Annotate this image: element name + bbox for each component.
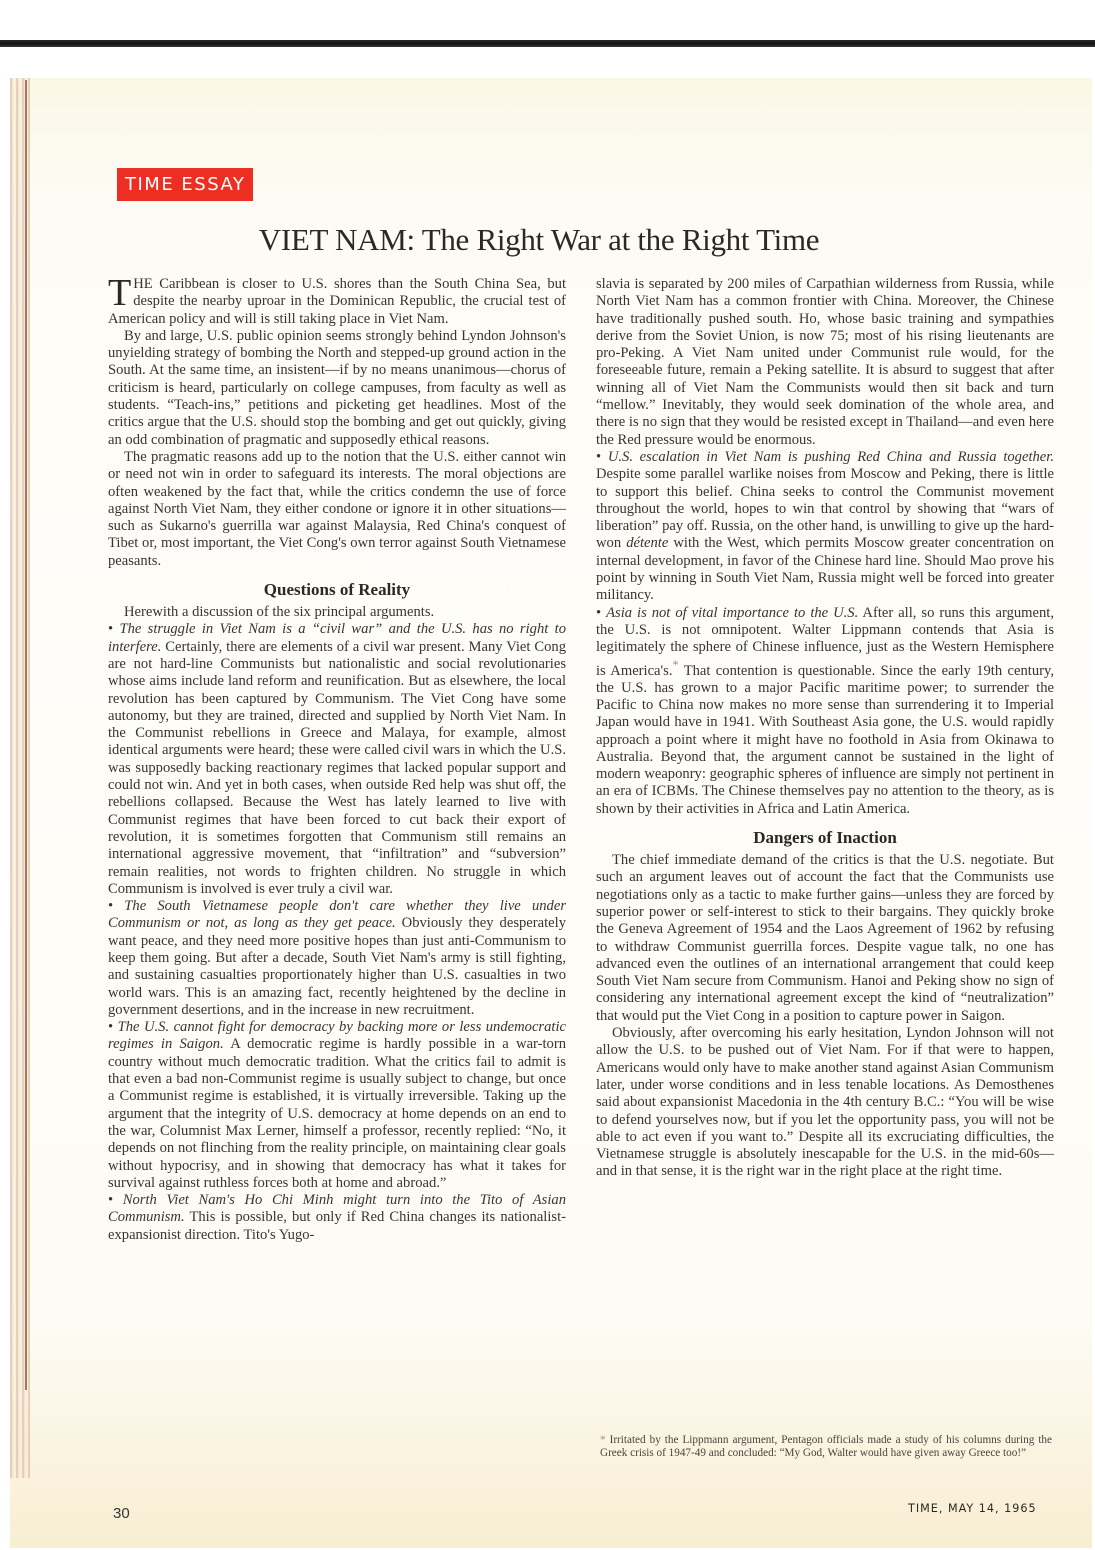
continuation-paragraph: slavia is separated by 200 miles of Carpathian wilderness from Russia, while North Viet Nam has a common frontier with China. Moreover, the Chinese have traditionally pushed south. Ho, whose basic training and sympathies derive from the Soviet Union, is now 75; most of his rising lieutenants are pro-Peking. A Viet Nam united under Communist rule would, for the foreseeable future, remain a Peking satellite. It is absurd to suggest that after winning all of Viet Nam the Communists would then sit back and turn “mellow.” Inevitably, they would seek domination of the whole area, and there is no sign that they would be resisted except in Thailand—and even here the Red pressure would be enormous. (596, 276, 1054, 448)
argument-item (108, 898, 566, 1019)
paragraph: Obviously, after overcoming his early hesitation, Lyndon Johnson will not allow the U.S. to be pushed out of Viet Nam. For if that were to happen, Americans would only have to make another stand against Asian Communism later, under worse conditions and in less tenable locations. As Demosthenes said about expansionist Macedonia in the 4th century B.C.: “You will be wise to defend yourselves now, but if you let the opportunity pass, you will not be able to act even if you want to.” Despite all its excruciating difficulties, the Vietnamese struggle is absolutely inescapable for the U.S. in the mid-60s—and in that sense, it is the right war in the right place at the right time. (596, 1025, 1054, 1180)
paragraph: Herewith a discussion of the six principal arguments. (124, 604, 435, 621)
binding-edge (10, 78, 30, 1478)
drop-cap: T (108, 272, 132, 314)
footnote (600, 1434, 1052, 1461)
section-kicker: TIME ESSAY (117, 168, 253, 201)
footnote-marker: * (600, 1434, 606, 1446)
page-number: 30 (113, 1505, 130, 1522)
argument-response: Certainly, there are elements of a civil war present. Many Viet Cong are not hard-line Communists but nationalistic and social revolutionaries whose aims include land reform and reunification. But as elsewhere, the local revolution has been captured by Communism. The Viet Cong have some autonomy, but they are trained, directed and supplied by North Viet Nam. In the Communist rebellions in Greece and Malaya, for example, almost identical arguments were heard; these were called civil wars in which the U.S. was supposedly backing reactionary regimes that lacked popular support and could not win. And yet in both cases, when outside Red help was shut off, the rebellions collapsed. Because the West has lately learned to live with Communist regimes that have been forced to cut back their export of revolution, it is sometimes forgotten that Communism still remains an international aggressive movement, that “infiltration” and “subversion” remain realities, not words to frighten children. No struggle in which Communism is involved is ever truly a civil war. (108, 638, 566, 897)
footnote-reference: * (672, 657, 679, 672)
subhead-questions-of-reality: Questions of Reality (263, 580, 411, 600)
bullet-icon: • (108, 898, 114, 915)
argument-claim: North Viet Nam's Ho Chi Minh might turn into the Tito of Asian Communism. (108, 1192, 566, 1226)
argument-claim: Asia is not of vital importance to the U.S. (606, 604, 859, 621)
argument-response: This is possible, but only if Red China changes its nationalist-expansionist direction. Tito's Yugo- (108, 1209, 566, 1243)
italic-term: détente (626, 535, 669, 552)
top-rule (0, 40, 1095, 47)
bullet-icon: • (596, 604, 602, 621)
argument-claim: The struggle in Viet Nam is a “civil war” and the U.S. has no right to interfere. (108, 621, 567, 655)
paragraph: By and large, U.S. public opinion seems strongly behind Lyndon Johnson's unyielding strategy of bombing the North and stepped-up ground action in the South. At the same time, an insistent—if by no means unanimous—chorus of criticism is heard, particularly on college campuses, from faculty as well as students. “Teach-ins,” petitions and picketing get headlines. Most of the critics argue that the U.S. should stop the bombing and get out quickly, giving an odd combination of pragmatic and supposedly ethical reasons. (108, 327, 566, 448)
binding-line (25, 80, 27, 1390)
right-column (596, 276, 1054, 1181)
paragraph: The chief immediate demand of the critics is that the U.S. negotiate. But such an argument leaves out of account the fact that the Communists use negotiations only as a tactic to make further gains—unless they are forced by superior power or self-interest to stick to their bargains. They quickly broke the Geneva Agreement of 1954 and the Laos Agreement of 1962 by refusing to withdraw Communist guerrilla forces. Despite vague talk, no one has advanced even the outlines of an international arrangement that could keep South Viet Nam secure from Communism. Hanoi and Peking show no sign of considering any international agreement except the kind of “neutralization” that would put the Viet Cong in a position to capture power in Saigon. (596, 852, 1054, 1024)
argument-item (108, 621, 566, 898)
dateline: TIME, MAY 14, 1965 (908, 1502, 1037, 1515)
footnote-text: Irritated by the Lippmann argument, Pentagon officials made a study of his columns during the Greek crisis of 1947-49 and concluded: “My God, Walter would have given away Greece too!” (600, 1434, 1052, 1460)
bullet-icon: • (596, 448, 602, 465)
argument-item: • U.S. escalation in Viet Nam is pushing Red China and Russia together. Despite some parallel warlike noises from Moscow and Peking, there is little to support this belief. China seeks to control the Communist movement throughout the world, hopes to win that control by showing that “wars of liberation” pay off. Russia, on the other hand, is unwilling to give up the hard-won détente with the West, which permits Moscow greater concentration on internal development, in favor of the Chinese hard line. Should Mao prove his point by winning in South Viet Nam, Russia might well be forced into greater militancy. (596, 448, 1054, 604)
subhead-dangers-of-inaction: Dangers of Inaction (753, 828, 897, 848)
bullet-icon: • (108, 1192, 114, 1209)
argument-item (108, 1192, 566, 1244)
intro-paragraph: THE Caribbean is closer to U.S. shores than the South China Sea, but despite the nearby uproar in the Dominican Republic, the crucial test of American policy and will is still taking place in Viet Nam. (108, 272, 566, 327)
argument-claim: U.S. escalation in Viet Nam is pushing Red China and Russia together. (607, 448, 1054, 465)
argument-response: Obviously they desperately want peace, and they need more positive hopes than just anti-Communism to keep them going. But after a decade, South Viet Nam's army is still fighting, and sustaining casualties proportionately higher than U.S. casualties in two world wars. This is an amazing fact, recently heightened by the decline in government desertions, and in the increase in new recruitment. (108, 915, 566, 1018)
argument-item (108, 1019, 566, 1192)
argument-claim: The South Vietnamese people don't care whether they live under Communism or not, as long as they get peace. (108, 898, 566, 932)
left-column (108, 272, 567, 1244)
argument-response: A democratic regime is hardly possible in a war-torn country without much democratic tradition. What the critics fail to admit is that even a bad non-Communist regime is usually subject to change, but once a Communist regime is established, it is virtually irreversible. Taking up the argument that the integrity of U.S. democracy at home depends on an end to the war, Columnist Max Lerner, himself a professor, recently replied: “No, it depends on not flinching from the reality principle, on maintaining clear goals without hypocrisy, and in showing that democracy has what it takes for survival against ruthless forces both at home and abroad.” (108, 1036, 566, 1191)
argument-item: • Asia is not of vital importance to the U.S. After all, so runs this argument, the U.S. is not omnipotent. Walter Lippmann contends that Asia is legitimately the sphere of Chinese influence, just as the Western Hemisphere is America's.* That contention is questionable. Since the early 19th century, the U.S. has grown to a major Pacific maritime power; to surrender the Pacific to China now makes no more sense than surrendering it to Imperial Japan would have in 1941. With Southeast Asia gone, the U.S. would rapidly approach a point where it might have no foothold in Asia from Okinawa to Australia. Beyond that, the argument cannot be sustained in the light of modern weaponry: geographic spheres of influence are simply not pertinent in an era of ICBMs. The Chinese themselves pay no attention to the theory, as is shown by their activities in Africa and Latin America. (596, 604, 1054, 817)
bullet-icon: • (108, 1019, 114, 1036)
bullet-icon: • (108, 621, 114, 638)
argument-claim: The U.S. cannot fight for democracy by backing more or less undemocratic regimes in Saigon. (108, 1019, 566, 1053)
paragraph: The pragmatic reasons add up to the notion that the U.S. either cannot win or need not win in order to safeguard its interests. The moral objections are often weakened by the fact that, while the critics condemn the use of force against North Viet Nam, they either condone or ignore it in other situations—such as Sukarno's guerrilla war against Malaysia, Red China's conquest of Tibet or, most important, the Viet Cong's own terror against South Vietnamese peasants. (108, 448, 566, 569)
headline: VIET NAM: The Right War at the Right Time (258, 222, 820, 257)
